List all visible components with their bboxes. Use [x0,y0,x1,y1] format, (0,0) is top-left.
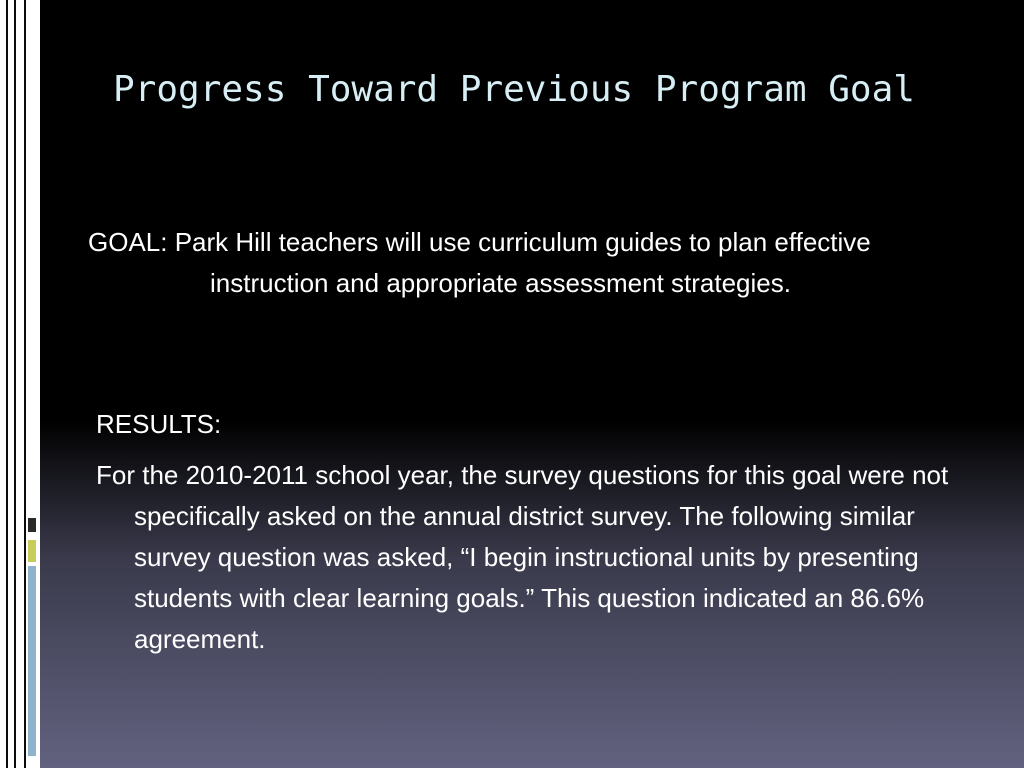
accent-yellow-bar [28,540,36,562]
goal-paragraph [88,222,928,304]
strip-line [14,0,16,768]
results-paragraph: For the 2010-2011 school year, the survey questions for this goal were not specifically asked on the annual district survey. The following similar survey question was asked, “I begin instructional units by presenting students with clear learning goals.” This question indicated an 86.6% agreement. [96,460,949,654]
strip-line [24,0,26,768]
accent-blue-bar [28,566,36,756]
strip-line [6,0,8,768]
slide-title: Progress Toward Previous Program Goal [113,69,915,110]
goal-text: GOAL: Park Hill teachers will use curriculum guides to plan effective instruction and appropriate assessment strategies. [88,227,871,298]
accent-dark-bar [28,518,36,532]
left-decorative-strip [0,0,40,768]
results-heading: RESULTS: [96,409,222,439]
